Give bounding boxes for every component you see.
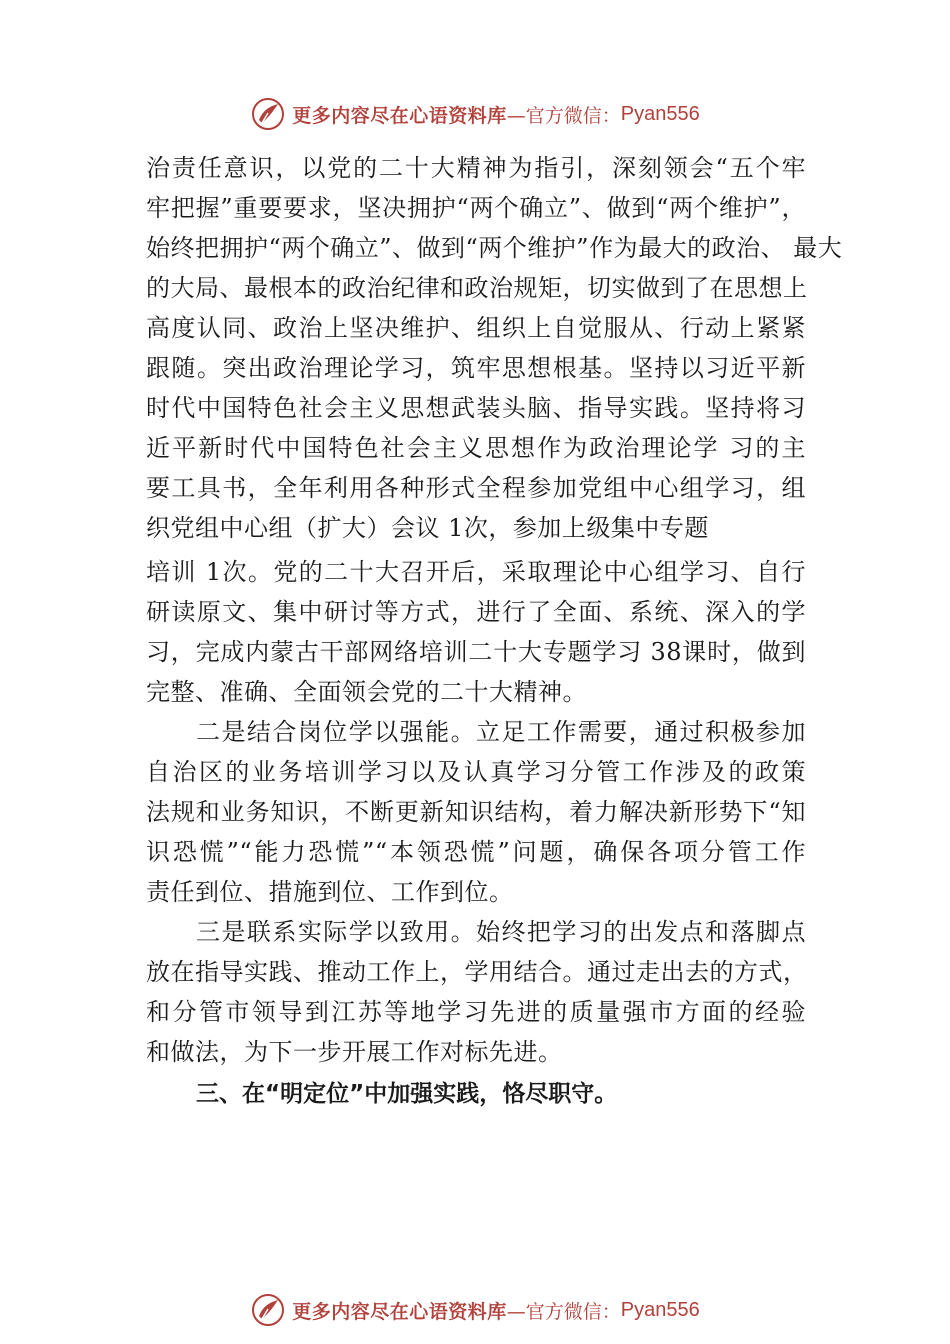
paragraph-4 bbox=[146, 912, 806, 1072]
watermark-main-text: 更多内容尽在心语资料库 bbox=[292, 1300, 507, 1323]
text-line: 时代中国特色社会主义思想武装头脑、指导实践。坚持将习 bbox=[146, 394, 806, 422]
text-line: 识恐慌”“能力恐慌”“本领恐慌”问题，确保各项分管工作 bbox=[146, 838, 806, 866]
text-line: 跟随。突出政治理论学习，筑牢思想根基。坚持以习近平新 bbox=[146, 354, 806, 382]
text-line: 要工具书，全年利用各种形式全程参加党组中心组学习，组 bbox=[146, 474, 806, 502]
text-line: 自治区的业务培训学习以及认真学习分管工作涉及的政策 bbox=[146, 758, 806, 786]
document-body bbox=[146, 148, 843, 1114]
text-line: 治责任意识，以党的二十大精神为指引，深刻领会“五个牢 bbox=[146, 154, 806, 182]
text-line: 培训 1次。党的二十大召开后，采取理论中心组学习、自行 bbox=[146, 558, 806, 586]
watermark-sub-text: —官方微信： bbox=[506, 104, 621, 127]
text-line: 责任到位、措施到位、工作到位。 bbox=[146, 878, 514, 906]
watermark-header bbox=[0, 94, 950, 134]
watermark-sub-text: —官方微信： bbox=[506, 1300, 621, 1323]
text-line: 研读原文、集中研讨等方式，进行了全面、系统、深入的学 bbox=[146, 598, 806, 626]
text-line: 二是结合岗位学以强能。立足工作需要，通过积极参加 bbox=[196, 718, 806, 746]
watermark-wechat-id: Pyan556 bbox=[620, 102, 700, 125]
text-line: 织党组中心组（扩大）会议 1次，参加上级集中专题 bbox=[146, 514, 709, 542]
text-line: 三是联系实际学以致用。始终把学习的出发点和落脚点 bbox=[196, 918, 806, 946]
brand-logo-icon bbox=[250, 96, 286, 132]
text-line: 和做法，为下一步开展工作对标先进。 bbox=[146, 1038, 563, 1066]
paragraph-1 bbox=[146, 148, 843, 548]
section-heading: 三、在“明定位”中加强实践，恪尽职守。 bbox=[196, 1081, 618, 1107]
text-line: 始终把拥护“两个确立”、做到“两个维护”作为最大的政治、 最大 bbox=[146, 234, 843, 262]
text-line: 习，完成内蒙古干部网络培训二十大专题学习 38课时，做到 bbox=[146, 638, 806, 666]
text-line: 近平新时代中国特色社会主义思想作为政治理论学 习的主 bbox=[146, 434, 806, 462]
paragraph-2 bbox=[146, 552, 806, 712]
text-line: 和分管市领导到江苏等地学习先进的质量强市方面的经验 bbox=[146, 998, 806, 1026]
paragraph-3 bbox=[146, 712, 806, 912]
text-line: 高度认同、政治上坚决维护、组织上自觉服从、行动上紧紧 bbox=[146, 314, 806, 342]
watermark-wechat-id: Pyan556 bbox=[620, 1298, 700, 1321]
text-line: 完整、准确、全面领会党的二十大精神。 bbox=[146, 678, 587, 706]
text-line: 放在指导实践、推动工作上，学用结合。通过走出去的方式， bbox=[146, 958, 808, 986]
brand-logo-icon bbox=[250, 1292, 286, 1328]
watermark-main-text: 更多内容尽在心语资料库 bbox=[292, 104, 507, 127]
text-line: 的大局、最根本的政治纪律和政治规矩，切实做到了在思想上 bbox=[146, 274, 808, 302]
text-line: 法规和业务知识，不断更新知识结构，着力解决新形势下“知 bbox=[146, 798, 806, 826]
text-line: 牢把握”重要要求，坚决拥护“两个确立”、做到“两个维护”， bbox=[146, 194, 806, 222]
watermark-footer bbox=[0, 1290, 950, 1330]
